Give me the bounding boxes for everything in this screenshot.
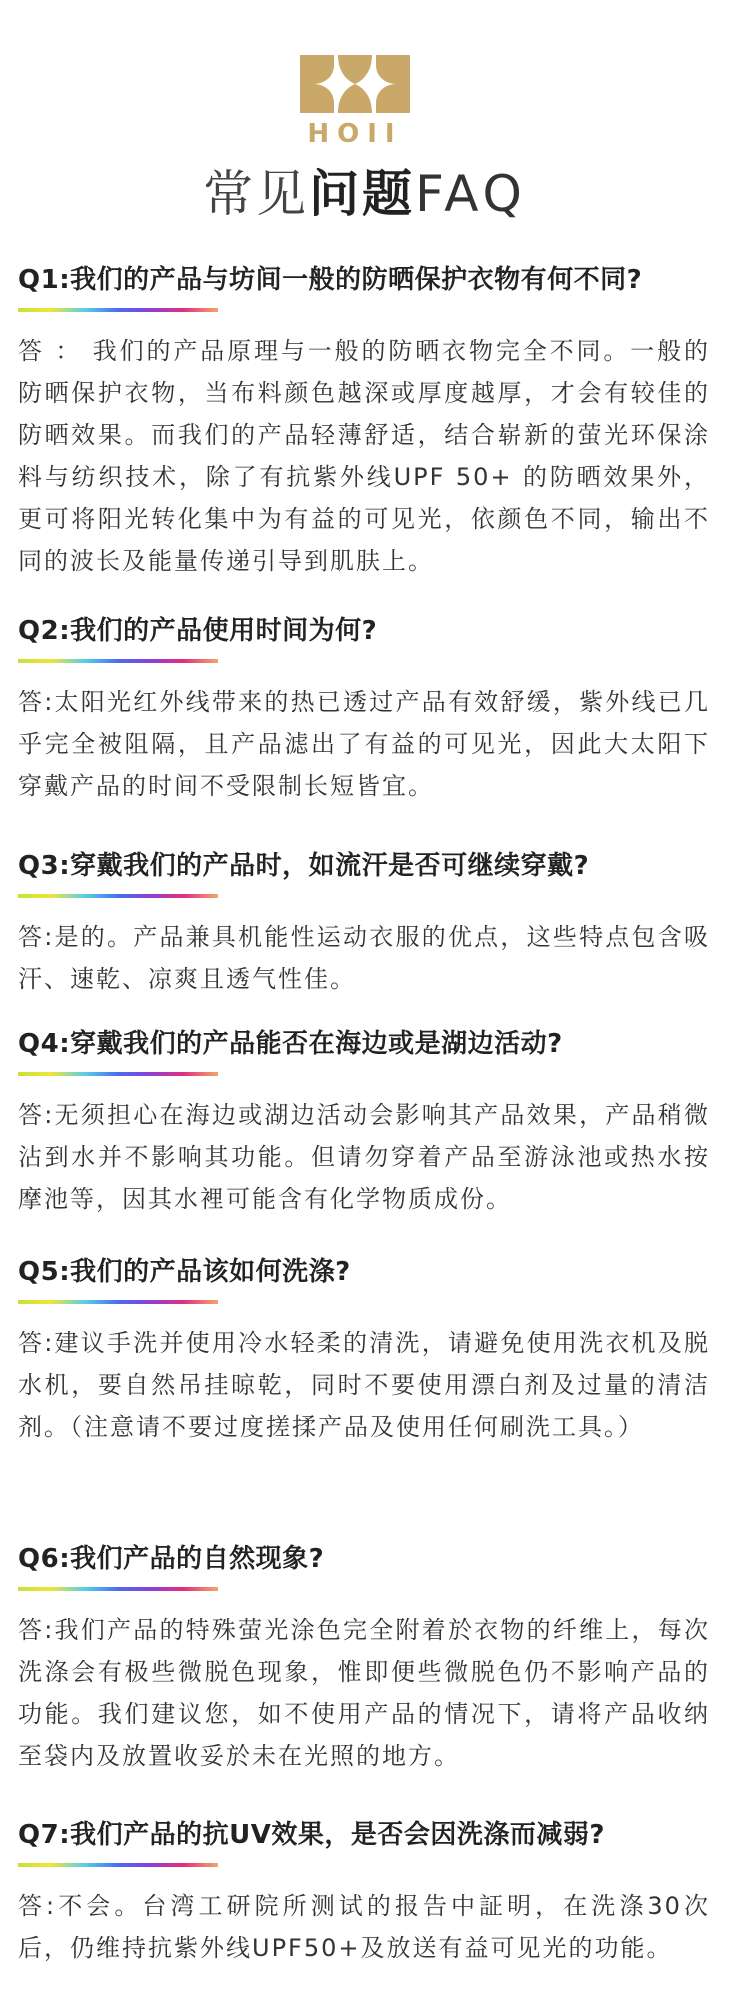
- faq-item-4: [18, 1026, 718, 1220]
- faq-divider-2: [18, 659, 218, 663]
- faq-divider-4: [18, 1072, 218, 1076]
- logo-mark-icon: [300, 55, 410, 113]
- faq-item-6: [18, 1541, 718, 1777]
- faq-item-2: [18, 613, 718, 807]
- faq-question-4: Q4:穿戴我们的产品能否在海边或是湖边活动?: [18, 1029, 563, 1059]
- faq-item-3: [18, 848, 718, 1000]
- faq-answer-5: 答:建议手洗并使用冷水轻柔的清洗，请避免使用洗衣机及脱水机，要自然吊挂晾乾，同时不要使用漂白剂及过量的清洁剂。（注意请不要过度搓揉产品及使用任何刷洗工具。）: [18, 1329, 710, 1441]
- faq-divider-6: [18, 1587, 218, 1591]
- brand-logo: [292, 55, 418, 151]
- faq-answer-7: 答:不会。台湾工研院所测试的报告中証明，在洗涤30次后，仍维持抗紫外线UPF50+及放送有益可见光的功能。: [18, 1892, 710, 1962]
- faq-question-2: Q2:我们的产品使用时间为何?: [18, 616, 378, 646]
- faq-answer-3: 答:是的。产品兼具机能性运动衣服的优点，这些特点包含吸汗、速乾、凉爽且透气性佳。: [18, 923, 710, 993]
- faq-question-7: Q7:我们产品的抗UV效果，是否会因洗涤而减弱?: [18, 1820, 605, 1850]
- faq-question-6: Q6:我们产品的自然现象?: [18, 1544, 325, 1574]
- faq-question-1: Q1:我们的产品与坊间一般的防晒保护衣物有何不同?: [18, 265, 643, 295]
- faq-divider-5: [18, 1300, 218, 1304]
- title-part-common: 常见: [203, 165, 310, 223]
- faq-answer-1: 答 ： 我们的产品原理与一般的防晒衣物完全不同。一般的防晒保护衣物，当布料颜色越深或厚度越厚，才会有较佳的防晒效果。而我们的产品轻薄舒适，结合崭新的萤光环保涂料与纺织技术，除了有抗紫外线UPF 50+ 的防晒效果外，更可将阳光转化集中为有益的可见光，依颜色不同，输出不同的波长及能量传递引导到肌肤上。: [18, 337, 710, 575]
- faq-item-1: [18, 262, 718, 582]
- faq-divider-3: [18, 894, 218, 898]
- faq-item-7: [18, 1817, 718, 1969]
- faq-question-5: Q5:我们的产品该如何洗涤?: [18, 1257, 351, 1287]
- title-part-questions: 问题: [309, 165, 416, 223]
- logo-text: HOII: [307, 119, 403, 149]
- faq-item-5: [18, 1254, 718, 1448]
- faq-answer-6: 答:我们产品的特殊萤光涂色完全附着於衣物的纤维上，每次洗涤会有极些微脱色现象，惟即便些微脱色仍不影响产品的功能。我们建议您，如不使用产品的情况下，请将产品收纳至袋内及放置收妥於未在光照的地方。: [18, 1616, 710, 1770]
- faq-question-3: Q3:穿戴我们的产品时，如流汗是否可继续穿戴?: [18, 851, 590, 881]
- faq-answer-4: 答:无须担心在海边或湖边活动会影响其产品效果，产品稍微沾到水并不影响其功能。但请勿穿着产品至游泳池或热水按摩池等，因其水裡可能含有化学物质成份。: [18, 1101, 710, 1213]
- faq-answer-2: 答:太阳光红外线带来的热已透过产品有效舒缓，紫外线已几乎完全被阻隔，且产品滤出了有益的可见光，因此大太阳下穿戴产品的时间不受限制长短皆宜。: [18, 688, 710, 800]
- faq-divider-1: [18, 308, 218, 312]
- faq-divider-7: [18, 1863, 218, 1867]
- title-part-faq: FAQ: [415, 165, 527, 223]
- page-title: [0, 160, 730, 228]
